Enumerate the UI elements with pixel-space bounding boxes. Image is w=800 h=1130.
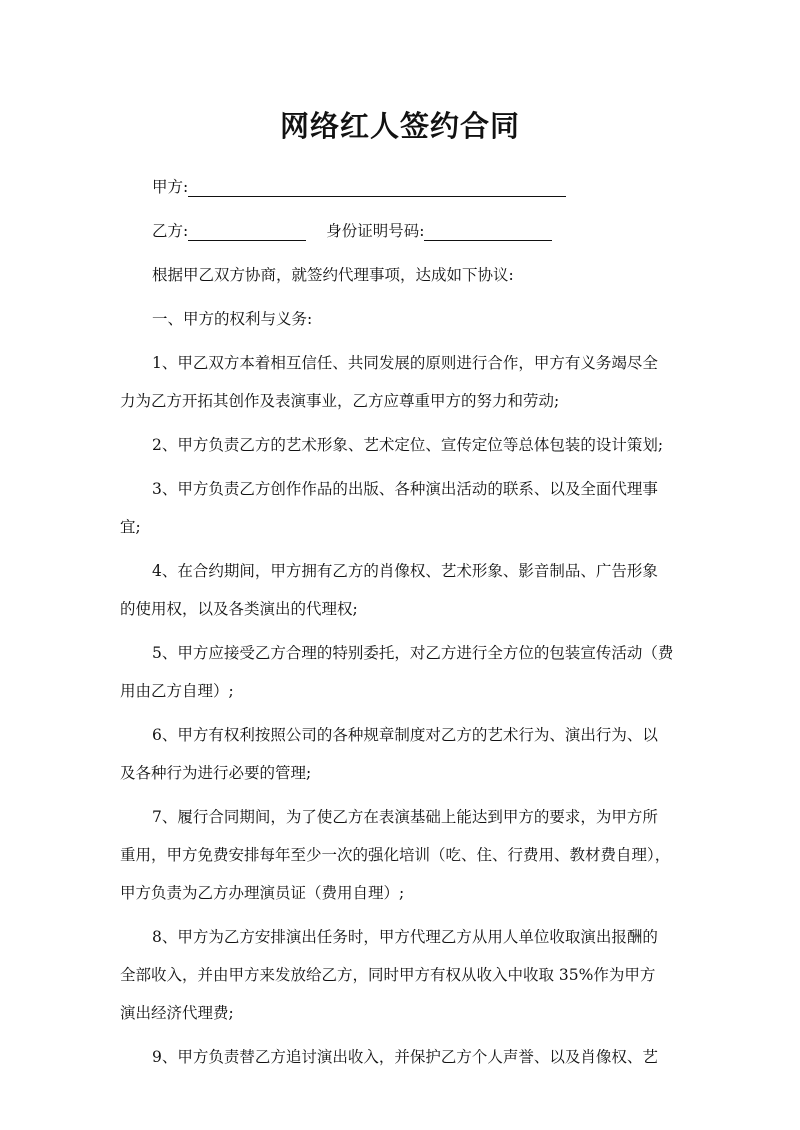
- party-b-label: 乙方:: [152, 222, 189, 240]
- party-a-row: [120, 168, 685, 206]
- party-a-label: 甲方:: [152, 178, 189, 196]
- clause-line: 5、甲方应接受乙方合理的特别委托，对乙方进行全方位的包装宣传活动（费: [152, 644, 674, 662]
- clause-line: 重用，甲方免费安排每年至少一次的强化培训（吃、住、行费用、教材费自理），: [120, 846, 671, 864]
- clause-line: 宜;: [120, 518, 141, 536]
- document-title: 网络红人签约合同: [279, 109, 520, 143]
- clause-line: 8、甲方为乙方安排演出任务时，甲方代理乙方从用人单位收取演出报酬的: [152, 928, 658, 946]
- party-b-row: [120, 212, 685, 250]
- section-heading: 一、甲方的权利与义务:: [152, 310, 313, 328]
- clause-paragraph: [120, 426, 685, 464]
- document-body: [120, 168, 685, 1082]
- clause-line: 甲方负责为乙方办理演员证（费用自理）;: [120, 884, 405, 902]
- clause-line: 及各种行为进行必要的管理;: [120, 764, 312, 782]
- clause-paragraph: [120, 344, 685, 420]
- clause-paragraph: [120, 918, 685, 1032]
- clause-line: 7、履行合同期间，为了使乙方在表演基础上能达到甲方的要求，为甲方所: [152, 808, 658, 826]
- clause-line: 2、甲方负责乙方的艺术形象、艺术定位、宣传定位等总体包装的设计策划;: [152, 436, 664, 454]
- intro-paragraph: 根据甲乙双方协商，就签约代理事项，达成如下协议:: [152, 266, 514, 284]
- id-number-blank-field[interactable]: [424, 218, 552, 241]
- clause-line: 用由乙方自理）;: [120, 682, 234, 700]
- clause-paragraph: [120, 716, 685, 792]
- clause-line: 力为乙方开拓其创作及表演事业，乙方应尊重甲方的努力和劳动;: [120, 392, 560, 410]
- clause-paragraph: [120, 470, 685, 546]
- clause-line: 的使用权，以及各类演出的代理权;: [120, 600, 358, 618]
- id-number-label: 身份证明号码:: [326, 222, 425, 240]
- clause-line: 6、甲方有权利按照公司的各种规章制度对乙方的艺术行为、演出行为、以: [152, 726, 658, 744]
- clause-line: 全部收入，并由甲方来发放给乙方，同时甲方有权从收入中收取 35%作为甲方: [120, 966, 656, 984]
- clause-paragraph: [120, 798, 685, 912]
- clause-line: 1、甲乙双方本着相互信任、共同发展的原则进行合作，甲方有义务竭尽全: [152, 354, 658, 372]
- clause-paragraph: [120, 1038, 685, 1076]
- clause-paragraph: [120, 552, 685, 628]
- party-b-blank-field[interactable]: [188, 218, 306, 241]
- clause-line: 演出经济代理费;: [120, 1004, 234, 1022]
- party-a-blank-field[interactable]: [188, 174, 566, 197]
- clause-line: 4、在合约期间，甲方拥有乙方的肖像权、艺术形象、影音制品、广告形象: [152, 562, 658, 580]
- clause-line: 3、甲方负责乙方创作作品的出版、各种演出活动的联系、以及全面代理事: [152, 480, 658, 498]
- clause-paragraph: [120, 634, 685, 710]
- clause-line: 9、甲方负责替乙方追讨演出收入，并保护乙方个人声誉、以及肖像权、艺: [152, 1048, 658, 1066]
